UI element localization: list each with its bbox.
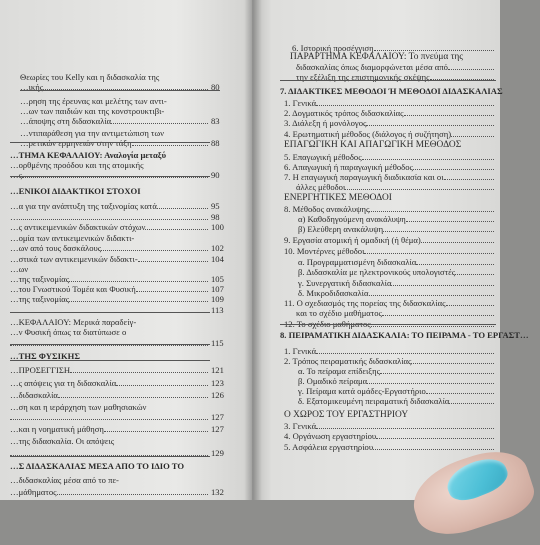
dot-leader xyxy=(376,432,494,439)
toc-entry xyxy=(298,267,494,277)
toc-entry xyxy=(10,243,224,253)
toc-entry xyxy=(298,396,494,406)
dot-leader xyxy=(58,391,208,398)
toc-entry-text: 3. Γενικά xyxy=(284,421,317,431)
toc-entry xyxy=(284,246,494,256)
toc-entry-text: …ρηση της έρευνας και μελέτης των αντι- xyxy=(20,96,167,106)
toc-entry-text: …ς xyxy=(10,170,22,180)
toc-entry-text: …και η νοηματική μάθηση xyxy=(10,424,104,434)
dot-leader xyxy=(391,279,494,286)
toc-entry-text: 8. Μέθοδος ανακάλυψης xyxy=(284,204,370,214)
toc-entry-text: …της διδασκαλία. Οι απόψεις xyxy=(10,436,115,446)
toc-entry xyxy=(284,140,461,150)
toc-entry-text: …του Γνωστικού Τομέα και Φυσική xyxy=(10,284,136,294)
dot-leader xyxy=(10,413,208,420)
toc-entry-text: …ρετικών ερμηνειών στην τάξη xyxy=(20,138,132,148)
dot-leader xyxy=(449,397,494,404)
dot-leader xyxy=(404,109,494,116)
toc-entry-text: 11. Ο σχεδιασμός της πορείας της διδασκαλίας xyxy=(284,298,446,308)
toc-entry-text: 2. Δογματικός τρόπος διδασκαλίας xyxy=(284,108,404,118)
toc-entry-text: 12. Το σχέδιο μαθήματος xyxy=(284,319,371,329)
toc-entry xyxy=(284,235,494,245)
toc-entry-text: γ. Συνεργατική διδασκαλία xyxy=(298,278,392,288)
toc-page-number: 80 xyxy=(211,82,220,92)
toc-entry xyxy=(10,160,220,170)
toc-entry-text: …ομία των αντικειμενικών διδακτι- xyxy=(10,233,135,243)
toc-entry-text: β. Ομαδικό πείραμα xyxy=(298,376,368,386)
toc-entry-text: 7. ΔΙΔΑΚΤΙΚΕΣ ΜΕΘΟΔΟΙ Ή ΜΕΘΟΔΟΙ ΔΙΔΑΣΚΑΛΙΑΣ xyxy=(280,86,503,96)
toc-page-number: 90 xyxy=(211,170,220,180)
dot-leader xyxy=(382,309,494,316)
toc-entry xyxy=(10,365,224,375)
toc-entry xyxy=(284,421,494,431)
dot-leader xyxy=(448,63,494,70)
toc-entry xyxy=(10,222,224,232)
toc-entry-text: 4. Ερωτηματική μέθοδος (διάλογος ή συζήτηση) xyxy=(284,129,452,139)
toc-entry xyxy=(298,376,494,386)
toc-page-number: 102 xyxy=(211,243,224,253)
toc-entry-text: … xyxy=(10,212,19,222)
toc-entry xyxy=(284,193,392,203)
toc-page-number: 100 xyxy=(211,222,224,232)
toc-entry xyxy=(20,116,220,126)
toc-entry xyxy=(298,288,494,298)
toc-entry xyxy=(10,317,215,327)
dot-leader xyxy=(316,422,494,429)
dot-leader xyxy=(369,205,494,212)
toc-entry xyxy=(10,487,224,497)
toc-entry xyxy=(10,378,224,388)
dot-leader xyxy=(383,225,494,232)
toc-entry xyxy=(10,412,224,422)
toc-entry xyxy=(280,86,503,96)
toc-entry-text: 1. Γενικά xyxy=(284,346,317,356)
toc-entry xyxy=(284,152,494,162)
toc-entry xyxy=(10,264,215,274)
toc-entry-text: …Σ ΔΙΔΑΣΚΑΛΙΑΣ ΜΕΣΑ ΑΠΟ ΤΟ ΙΔΙΟ ΤΟ xyxy=(10,461,185,471)
toc-entry xyxy=(10,338,224,348)
separator-rule xyxy=(10,142,210,143)
right-book-page xyxy=(252,0,529,500)
toc-entry-text: …ς αντικειμενικών διδακτικών στόχων xyxy=(10,222,146,232)
dot-leader xyxy=(367,377,494,384)
toc-entry xyxy=(284,356,494,366)
toc-entry-text: …μάθηματος xyxy=(10,487,57,497)
toc-entry xyxy=(296,182,494,192)
left-book-page xyxy=(0,0,252,500)
dot-leader xyxy=(364,247,494,254)
toc-entry-text: …ΚΕΦΑΛΑΙΟΥ: Μερικά παραδείγ- xyxy=(10,317,137,327)
dot-leader xyxy=(426,387,494,394)
toc-entry xyxy=(296,308,494,318)
toc-entry xyxy=(298,278,494,288)
toc-entry xyxy=(20,138,220,148)
toc-entry-text: γ. Πείραμα κατά ομάδες-Εργαστήριο xyxy=(298,386,426,396)
toc-entry-text: και το σχέδιο μαθήματος xyxy=(296,308,382,318)
toc-entry-text: δ. Εξατομικευμένη πειραματική διδασκαλία xyxy=(298,396,450,406)
toc-page-number: 115 xyxy=(211,338,224,348)
toc-entry-text: …ων των παιδιών και της κονστρουκτιβι- xyxy=(20,106,165,116)
toc-entry xyxy=(298,257,494,267)
toc-entry-text: …διδασκαλία xyxy=(10,390,58,400)
toc-entry-text: α) Καθοδηγούμενη ανακάλυψη xyxy=(298,214,406,224)
toc-entry xyxy=(284,98,494,108)
toc-entry xyxy=(10,436,220,446)
toc-entry xyxy=(10,233,215,243)
dot-leader xyxy=(316,347,494,354)
toc-page-number: 121 xyxy=(211,365,224,375)
toc-entry-text: 10. Μοντέρνες μέθοδοι xyxy=(284,246,365,256)
separator-rule xyxy=(10,360,210,361)
toc-entry xyxy=(20,72,230,82)
separator-rule xyxy=(280,80,496,81)
dot-leader xyxy=(145,223,208,230)
toc-entry-text: α. Το πείραμα επίδειξης xyxy=(298,366,381,376)
dot-leader xyxy=(69,275,208,282)
toc-page-number: 107 xyxy=(211,284,224,294)
toc-page-number: 123 xyxy=(211,378,224,388)
dot-leader xyxy=(101,244,208,251)
toc-page-number: 105 xyxy=(211,274,224,284)
toc-entry xyxy=(10,170,220,180)
toc-entry xyxy=(20,128,220,138)
toc-entry-text: …ικής xyxy=(20,82,44,92)
toc-entry-text: 4. Οργάνωση εργαστηρίου xyxy=(284,431,377,441)
book-gutter xyxy=(244,0,262,500)
dot-leader xyxy=(111,117,208,124)
dot-leader xyxy=(421,236,494,243)
dot-leader xyxy=(413,163,494,170)
toc-page-number: 129 xyxy=(211,448,224,458)
toc-entry xyxy=(10,274,224,284)
dot-leader xyxy=(369,289,495,296)
separator-rule xyxy=(10,456,210,457)
toc-entry xyxy=(296,62,494,72)
toc-entry xyxy=(284,108,494,118)
toc-entry-text: ΠΑΡΑΡΤΗΜΑ ΚΕΦΑΛΑΙΟΥ: Το πνεύμα της xyxy=(290,52,464,62)
toc-entry xyxy=(10,424,224,434)
toc-entry-text: …ων xyxy=(10,264,29,274)
toc-entry xyxy=(298,214,494,224)
toc-entry-text: …ς απόψεις για τη διδασκαλία xyxy=(10,378,117,388)
toc-entry xyxy=(284,410,408,420)
toc-entry-text: 9. Εργασία ατομική ή ομαδική (ή θέμα) xyxy=(284,235,421,245)
toc-entry xyxy=(10,201,220,211)
toc-entry xyxy=(290,52,463,62)
toc-entry xyxy=(284,162,494,172)
dot-leader xyxy=(446,299,494,306)
toc-entry xyxy=(20,106,220,116)
toc-entry-text: β) Ελεύθερη ανακάλυψη xyxy=(298,224,384,234)
separator-rule xyxy=(10,344,210,345)
separator-rule xyxy=(20,90,220,91)
toc-entry-text: 5. Επαγωγική μέθοδος xyxy=(284,152,362,162)
dot-leader xyxy=(411,357,494,364)
toc-page-number: 127 xyxy=(211,412,224,422)
toc-entry xyxy=(280,330,529,340)
toc-entry xyxy=(284,204,494,214)
toc-entry-text: δ. Μικροδιδασκαλία xyxy=(298,288,369,298)
toc-entry-text: …ΕΝΙΚΟΙ ΔΙΔΑΚΤΙΚΟΙ ΣΤΟΧΟΙ xyxy=(10,186,141,196)
toc-entry-text: 6. Απαγωγική ή παραγωγική μέθοδος xyxy=(284,162,413,172)
toc-entry-text: …στικά των αντικειμενικών διδακτι- xyxy=(10,254,138,264)
dot-leader xyxy=(366,119,494,126)
toc-entry xyxy=(284,172,494,182)
toc-entry-text: 7. Η επαγωγική παραγωγική διαδικασία και οι xyxy=(284,172,444,182)
toc-entry-text: 5. Ασφάλεια εργαστηρίου xyxy=(284,442,374,452)
toc-entry-text: ΕΠΑΓΩΓΙΚΗ ΚΑΙ ΑΠΑΓΩΓΙΚΗ ΜΕΘΟΔΟΣ xyxy=(284,140,462,150)
dot-leader xyxy=(19,213,208,220)
toc-entry xyxy=(10,305,224,315)
toc-entry-text: …ων από τους δασκάλους xyxy=(10,243,102,253)
toc-entry-text: διδασκαλίας όπως διαμορφώνεται μέσα από xyxy=(296,62,448,72)
toc-page-number: 132 xyxy=(211,487,224,497)
toc-entry-text: …ΠΡΟΣΕΓΓΙΣΗ xyxy=(10,365,71,375)
dot-leader xyxy=(116,379,208,386)
toc-page-number: 126 xyxy=(211,390,224,400)
separator-rule xyxy=(10,176,210,177)
toc-entry xyxy=(10,150,220,160)
toc-entry xyxy=(298,224,494,234)
toc-entry xyxy=(10,212,220,222)
toc-entry-text: 1. Γενικά xyxy=(284,98,317,108)
toc-entry xyxy=(298,366,494,376)
dot-leader xyxy=(157,202,208,209)
dot-leader xyxy=(455,268,494,275)
toc-entry-text: ΕΝΕΡΓΗΤΙΚΕΣ ΜΕΘΟΔΟΙ xyxy=(284,193,392,203)
toc-entry xyxy=(10,327,215,337)
toc-page-number: 109 xyxy=(211,294,224,304)
dot-leader xyxy=(10,449,208,456)
dot-leader xyxy=(362,153,494,160)
toc-entry-text: την εξέλιξη της επιστημονικής σκέψης xyxy=(296,72,430,82)
toc-entry xyxy=(10,294,224,304)
toc-entry-text: …της ταξινομίας xyxy=(10,274,70,284)
toc-entry xyxy=(298,386,494,396)
toc-entry-text: …ντιπαράθεση για την αντιμετώπιση των xyxy=(20,128,165,138)
dot-leader xyxy=(57,488,208,495)
toc-entry-text: …της ταξινομίας xyxy=(10,294,70,304)
toc-entry-text: 6. Ιστορική προσέγγιση xyxy=(292,43,374,53)
toc-entry-text: …άποψης στη διδασκαλία xyxy=(20,116,112,126)
dot-leader xyxy=(451,130,494,137)
dot-leader xyxy=(374,44,494,51)
separator-rule xyxy=(280,324,496,325)
dot-leader xyxy=(416,258,494,265)
toc-entry xyxy=(10,254,224,264)
toc-entry-text: …ορθμένης προόδου και της ατομικής xyxy=(10,160,144,170)
toc-page-number: 88 xyxy=(211,138,220,148)
toc-entry xyxy=(284,442,494,452)
toc-page-number: 98 xyxy=(211,212,220,222)
toc-entry xyxy=(10,390,224,400)
toc-page-number: 95 xyxy=(211,201,220,211)
toc-entry xyxy=(20,96,220,106)
toc-entry xyxy=(10,461,220,471)
toc-entry-text: 3. Διάλεξη ή μονόλογος xyxy=(284,118,367,128)
dot-leader xyxy=(373,443,494,450)
toc-entry xyxy=(284,129,494,139)
toc-entry-text: 2. Τρόπος πειραματικής διδασκαλίας xyxy=(284,356,412,366)
dot-leader xyxy=(316,99,494,106)
toc-page-number: 127 xyxy=(211,424,224,434)
separator-rule xyxy=(10,312,210,313)
toc-entry-text: …α για την ανάπτυξη της ταξινομίας κατά xyxy=(10,201,157,211)
toc-page-number: 104 xyxy=(211,254,224,264)
dot-leader xyxy=(70,366,208,373)
toc-entry xyxy=(10,284,224,294)
toc-entry-text: …ΤΗΣ ΦΥΣΙΚΗΣ xyxy=(10,351,80,361)
dot-leader xyxy=(430,73,494,80)
dot-leader xyxy=(138,255,208,262)
toc-entry-text: …ΤΗΜΑ ΚΕΦΑΛΑΙΟΥ: Αναλογία μεταξύ xyxy=(10,150,167,160)
toc-entry-text: 8. ΠΕΙΡΑΜΑΤΙΚΗ ΔΙΔΑΣΚΑΛΙΑ: ΤΟ ΠΕΙΡΑΜΑ - ΤΟ ΕΡΓΑΣΤ… xyxy=(280,330,529,340)
toc-entry xyxy=(284,346,494,356)
dot-leader xyxy=(444,173,494,180)
toc-entry xyxy=(10,402,220,412)
toc-entry xyxy=(10,186,220,196)
toc-entry-text: …ν Φυσική όπως τα διατύπωσε ο xyxy=(10,327,127,337)
toc-entry-text: β. Διδασκαλία με ηλεκτρονικούς υπολογιστές xyxy=(298,267,456,277)
dot-leader xyxy=(69,295,208,302)
toc-entry-text: α. Προγραμματισμένη διδασκαλία xyxy=(298,257,417,267)
toc-page-number: 83 xyxy=(211,116,220,126)
toc-entry xyxy=(284,118,494,128)
toc-entry-text: Θεωρίες του Kelly και η διδασκαλία της xyxy=(20,72,160,82)
dot-leader xyxy=(380,367,494,374)
dot-leader xyxy=(43,83,208,90)
dot-leader xyxy=(136,285,208,292)
dot-leader xyxy=(406,215,494,222)
dot-leader xyxy=(104,425,208,432)
toc-entry-text: Ο ΧΩΡΟΣ ΤΟΥ ΕΡΓΑΣΤΗΡΙΟΥ xyxy=(284,410,409,420)
toc-entry xyxy=(284,298,494,308)
toc-entry xyxy=(284,431,494,441)
toc-entry-text: άλλες μέθοδοι xyxy=(296,182,346,192)
toc-entry-text: …διδασκαλίας μέσα από το πε- xyxy=(10,475,119,485)
toc-entry-text: …ση και η ιεράρχηση των μαθησιακών xyxy=(10,402,147,412)
toc-entry xyxy=(10,475,220,485)
dot-leader xyxy=(345,183,494,190)
toc-page-number: 113 xyxy=(211,305,224,315)
